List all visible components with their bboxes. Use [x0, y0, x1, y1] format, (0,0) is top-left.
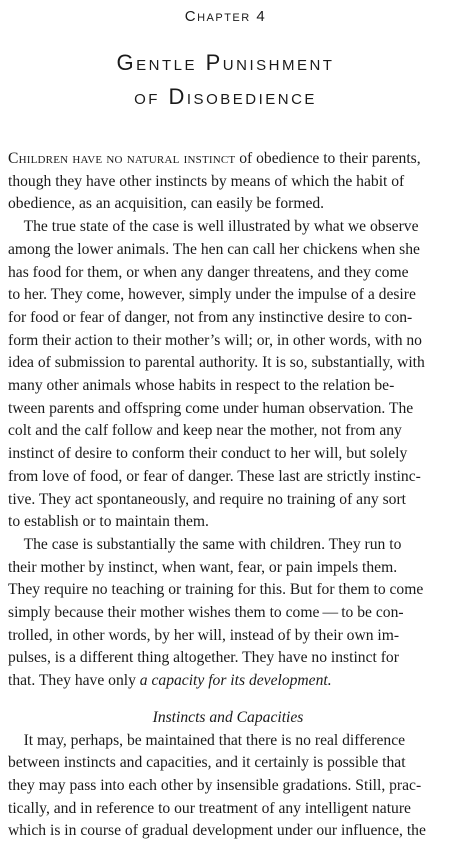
paragraph-line: their mother by instinct, when want, fear, or pain impels them.: [8, 558, 398, 576]
chapter-title-line-2: of Disobedience: [134, 84, 317, 109]
paragraph-line: tically, and in reference to our treatment of any intelligent nature: [8, 799, 411, 817]
italic-phrase: a capacity for its development.: [139, 672, 332, 690]
paragraph-line: tive. They act spontaneously, and require no training of any sort: [8, 490, 406, 508]
paragraph-line: from love of food, or fear of danger. These last are strictly instinc-: [8, 467, 421, 485]
paragraph-line: [8, 148, 448, 171]
paragraph-line: obedience, as an acquisition, can easily be formed.: [8, 195, 325, 213]
paragraph-line: which is in course of gradual development under our influence, the: [8, 822, 426, 840]
line-text: that. They have only: [8, 672, 140, 690]
paragraph-line: instinct of desire to conform their conduct to her will, but solely: [8, 445, 408, 463]
paragraph-line: [8, 670, 448, 693]
paragraph-line: for food or fear of danger, not from any instinctive desire to con-: [8, 308, 413, 326]
body-text: [8, 148, 448, 843]
paragraph-line: many other animals whose habits in respect to the relation be-: [8, 377, 395, 395]
line-text: of obedience to their parents,: [235, 150, 421, 167]
paragraph-line: The case is substantially the same with children. They run to: [8, 535, 402, 553]
section-heading: Instincts and Capacities: [152, 708, 304, 726]
paragraph-line: they may pass into each other by insensible gradations. Still, prac-: [8, 776, 422, 794]
paragraph-line: between instincts and capacities, and it certainly is possible that: [8, 754, 406, 772]
paragraph-line: simply because their mother wishes them to come — to be con-: [8, 604, 404, 622]
chapter-title: [0, 46, 451, 114]
small-caps-lead: Children have no natural instinct: [8, 150, 236, 167]
paragraph-line: idea of submission to parental authority. It is so, substantially, with: [8, 354, 425, 372]
paragraph-line: They require no teaching or training for this. But for them to come: [8, 581, 424, 599]
paragraph-3: [8, 534, 448, 693]
paragraph-line: trolled, in other words, by her will, instead of by their own im-: [8, 626, 400, 644]
paragraph-line: though they have other instincts by means of which the habit of: [8, 172, 405, 190]
paragraph-line: tween parents and offspring come under human observation. The: [8, 399, 414, 417]
paragraph-line: among the lower animals. The hen can call her chickens when she: [8, 240, 420, 258]
chapter-label: Chapter 4: [184, 8, 267, 25]
paragraph-line: It may, perhaps, be maintained that there is no real difference: [8, 731, 406, 749]
paragraph-line: has food for them, or when any danger threatens, and they come: [8, 263, 409, 281]
paragraph-line: form their action to their mother’s will; or, in other words, with no: [8, 331, 422, 349]
paragraph-line: to her. They come, however, simply under the impulse of a desire: [8, 286, 416, 304]
paragraph-line: to establish or to maintain them.: [8, 513, 209, 531]
paragraph-2: [8, 216, 448, 534]
paragraph-line: The true state of the case is well illustrated by what we observe: [8, 218, 419, 236]
paragraph-line: pulses, is a different thing altogether. They have no instinct for: [8, 649, 399, 667]
paragraph-line: colt and the calf follow and keep near the mother, not from any: [8, 422, 402, 440]
paragraph-1: [8, 148, 448, 216]
chapter-title-line-1: Gentle Punishment: [116, 50, 335, 75]
